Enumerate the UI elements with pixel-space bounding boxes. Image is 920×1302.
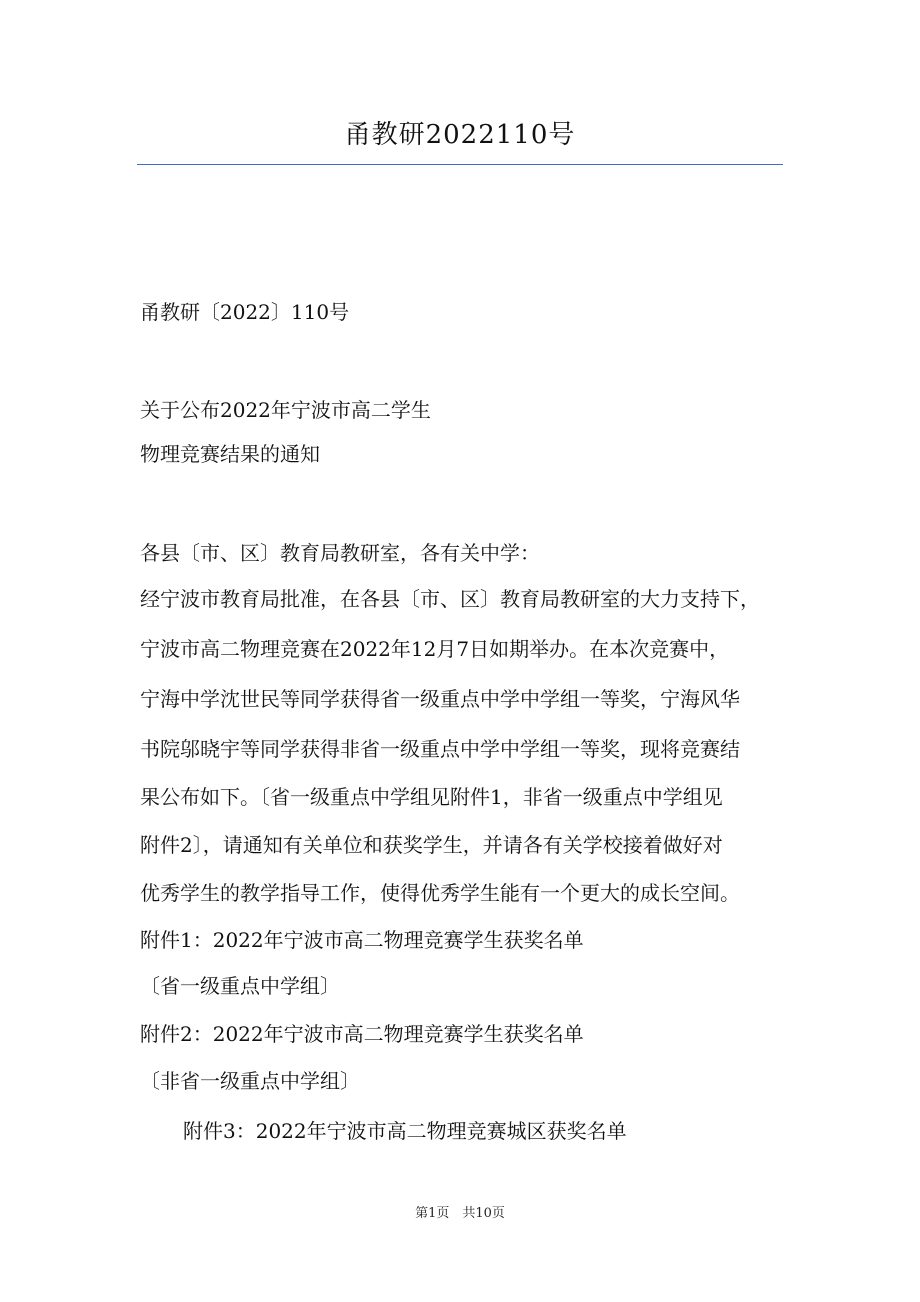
body-line: 书院邬晓宇等同学获得非省一级重点中学中学组一等奖，现将竞赛结 — [140, 737, 740, 761]
attachment-3-label: 附件3：2022年宁波市高二物理竞赛城区获奖名单 — [183, 1119, 627, 1143]
body-line: 附件2〕，请通知有关单位和获奖学生，并请各有关学校接着做好对 — [140, 833, 723, 857]
body-line: 宁波市高二物理竞赛在2022年12月7日如期举办。在本次竞赛中， — [140, 637, 730, 661]
subject-line-1: 关于公布2022年宁波市高二学生 — [140, 398, 431, 422]
subject-line-2: 物理竞赛结果的通知 — [140, 442, 320, 466]
title-divider — [137, 164, 783, 165]
document-title: 甬教研2022110号 — [344, 120, 576, 150]
attachment-2-label: 附件2：2022年宁波市高二物理竞赛学生获奖名单 — [140, 1022, 584, 1046]
body-line: 果公布如下。〔省一级重点中学组见附件1，非省一级重点中学组见 — [140, 785, 723, 809]
page-footer: 第1页 共10页 — [415, 1206, 505, 1221]
body-line: 优秀学生的教学指导工作，使得优秀学生能有一个更大的成长空间。 — [140, 881, 740, 905]
body-line: 经宁波市教育局批准，在各县〔市、区〕教育局教研室的大力支持下， — [140, 587, 760, 611]
attachment-2-group: 〔非省一级重点中学组〕 — [140, 1069, 360, 1093]
attachment-1-label: 附件1：2022年宁波市高二物理竞赛学生获奖名单 — [140, 928, 584, 952]
document-number: 甬教研〔2022〕110号 — [140, 300, 350, 324]
salutation: 各县〔市、区〕教育局教研室，各有关中学： — [140, 541, 540, 565]
body-line: 宁海中学沈世民等同学获得省一级重点中学中学组一等奖，宁海风华 — [140, 687, 740, 711]
attachment-1-group: 〔省一级重点中学组〕 — [140, 974, 340, 998]
